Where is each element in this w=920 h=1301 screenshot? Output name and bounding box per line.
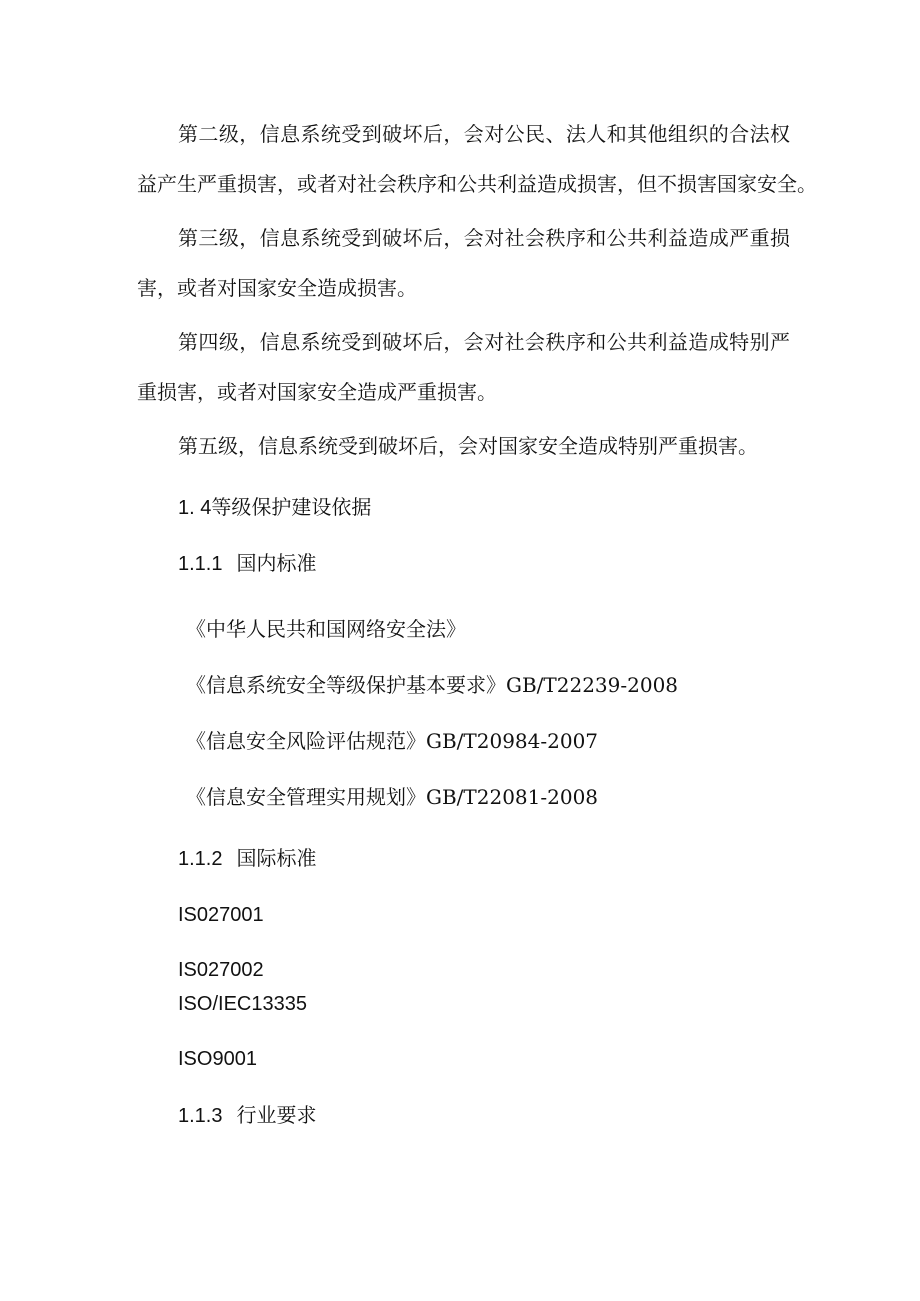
section-heading-1-4: 1. 4等级保护建设依据 <box>178 497 372 519</box>
section-number: 1.1.2 <box>178 848 223 870</box>
paragraph-level-4-line-1: 第四级，信息系统受到破坏后，会对社会秩序和公共利益造成特别严 <box>178 330 790 354</box>
standard-item-international: IS027001 <box>178 904 264 926</box>
section-heading-1-1-2 <box>178 847 316 871</box>
section-number: 1.1.1 <box>178 553 223 575</box>
standard-item-domestic: 《信息系统安全等级保护基本要求》GB/T22239-2008 <box>186 673 679 697</box>
standard-item-international: ISO/IEC13335 <box>178 993 307 1015</box>
section-number: 1.1.3 <box>178 1105 223 1127</box>
paragraph-level-2-line-1: 第二级，信息系统受到破坏后，会对公民、法人和其他组织的合法权 <box>178 122 790 146</box>
paragraph-level-4-line-2: 重损害，或者对国家安全造成严重损害。 <box>137 380 497 404</box>
paragraph-level-5: 第五级，信息系统受到破坏后，会对国家安全造成特别严重损害。 <box>178 434 758 458</box>
paragraph-level-2-line-2: 益产生严重损害，或者对社会秩序和公共利益造成损害，但不损害国家安全。 <box>137 172 817 196</box>
standard-item-domestic: 《中华人民共和国网络安全法》 <box>186 617 466 641</box>
section-heading-1-1-1 <box>178 552 316 576</box>
standard-item-domestic: 《信息安全管理实用规划》GB/T22081-2008 <box>186 785 599 809</box>
standard-item-international: ISO9001 <box>178 1048 257 1070</box>
section-heading-1-1-3 <box>178 1104 316 1128</box>
paragraph-level-3-line-2: 害，或者对国家安全造成损害。 <box>137 276 417 300</box>
section-title: 行业要求 <box>236 1105 317 1127</box>
paragraph-level-3-line-1: 第三级，信息系统受到破坏后，会对社会秩序和公共利益造成严重损 <box>178 226 790 250</box>
section-title: 国际标准 <box>236 848 317 870</box>
standard-item-international: IS027002 <box>178 959 264 981</box>
standard-item-domestic: 《信息安全风险评估规范》GB/T20984-2007 <box>186 729 599 753</box>
section-title: 国内标准 <box>236 553 317 575</box>
